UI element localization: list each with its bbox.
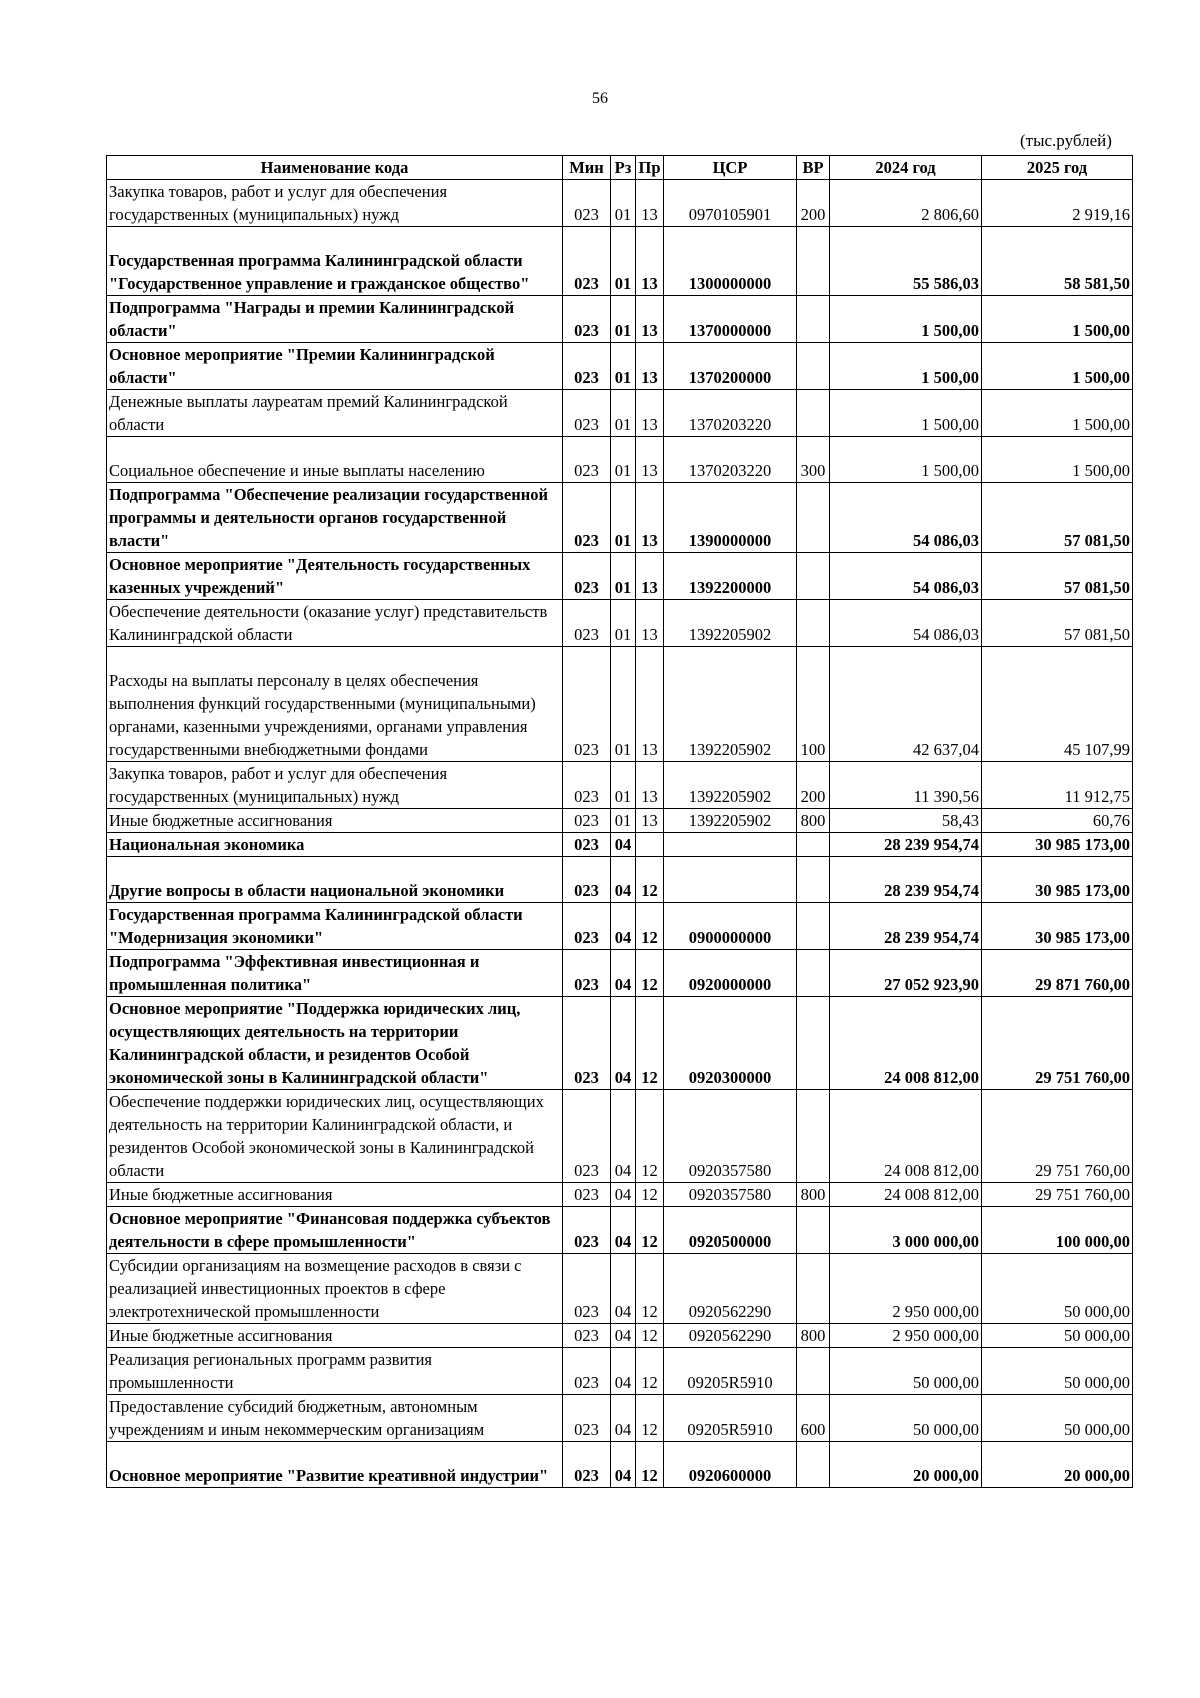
row-min: 023 bbox=[563, 647, 611, 762]
row-rz: 01 bbox=[611, 762, 636, 809]
row-csr: 0920300000 bbox=[664, 997, 797, 1090]
row-csr: 0920600000 bbox=[664, 1442, 797, 1488]
row-2024: 1 500,00 bbox=[830, 390, 982, 437]
row-pr: 12 bbox=[636, 1395, 664, 1442]
row-2024: 2 950 000,00 bbox=[830, 1324, 982, 1348]
row-2024: 55 586,03 bbox=[830, 227, 982, 296]
table-row bbox=[107, 600, 1133, 647]
table-row bbox=[107, 762, 1133, 809]
row-2024: 28 239 954,74 bbox=[830, 857, 982, 903]
row-min: 023 bbox=[563, 1183, 611, 1207]
table-row bbox=[107, 903, 1133, 950]
row-2025: 30 985 173,00 bbox=[982, 857, 1133, 903]
budget-table bbox=[106, 155, 1133, 1488]
row-rz: 04 bbox=[611, 950, 636, 997]
row-min: 023 bbox=[563, 762, 611, 809]
row-2025: 57 081,50 bbox=[982, 553, 1133, 600]
row-2025: 1 500,00 bbox=[982, 390, 1133, 437]
row-2024: 28 239 954,74 bbox=[830, 833, 982, 857]
row-name: Иные бюджетные ассигнования bbox=[107, 1183, 563, 1207]
row-2024: 27 052 923,90 bbox=[830, 950, 982, 997]
table-row bbox=[107, 857, 1133, 903]
row-2024: 1 500,00 bbox=[830, 343, 982, 390]
row-vr bbox=[797, 600, 830, 647]
row-pr: 13 bbox=[636, 809, 664, 833]
row-csr: 0920500000 bbox=[664, 1207, 797, 1254]
row-2024: 54 086,03 bbox=[830, 600, 982, 647]
table-row bbox=[107, 343, 1133, 390]
row-min: 023 bbox=[563, 600, 611, 647]
row-2025: 11 912,75 bbox=[982, 762, 1133, 809]
row-pr bbox=[636, 833, 664, 857]
row-2025: 29 871 760,00 bbox=[982, 950, 1133, 997]
row-pr: 13 bbox=[636, 647, 664, 762]
row-rz: 04 bbox=[611, 1442, 636, 1488]
row-min: 023 bbox=[563, 1207, 611, 1254]
row-vr: 800 bbox=[797, 809, 830, 833]
row-min: 023 bbox=[563, 343, 611, 390]
row-min: 023 bbox=[563, 950, 611, 997]
row-min: 023 bbox=[563, 1395, 611, 1442]
row-min: 023 bbox=[563, 390, 611, 437]
table-body bbox=[107, 180, 1133, 1488]
row-rz: 04 bbox=[611, 1254, 636, 1324]
row-2024: 50 000,00 bbox=[830, 1348, 982, 1395]
row-rz: 04 bbox=[611, 1090, 636, 1183]
row-vr bbox=[797, 833, 830, 857]
row-name: Обеспечение поддержки юридических лиц, осуществляющих деятельность на территории Калининградской области, и резидентов Особой экономической зоны в Калининградской области bbox=[107, 1090, 563, 1183]
row-pr: 12 bbox=[636, 1090, 664, 1183]
row-name: Иные бюджетные ассигнования bbox=[107, 809, 563, 833]
row-rz: 04 bbox=[611, 1183, 636, 1207]
header-2024: 2024 год bbox=[830, 156, 982, 180]
table-row bbox=[107, 180, 1133, 227]
row-2025: 50 000,00 bbox=[982, 1324, 1133, 1348]
table-row bbox=[107, 1183, 1133, 1207]
row-csr bbox=[664, 857, 797, 903]
row-rz: 01 bbox=[611, 809, 636, 833]
row-vr bbox=[797, 343, 830, 390]
row-csr: 09205R5910 bbox=[664, 1395, 797, 1442]
row-2025: 100 000,00 bbox=[982, 1207, 1133, 1254]
row-pr: 12 bbox=[636, 1324, 664, 1348]
header-name: Наименование кода bbox=[107, 156, 563, 180]
row-vr: 800 bbox=[797, 1183, 830, 1207]
row-csr: 09205R5910 bbox=[664, 1348, 797, 1395]
row-csr: 0900000000 bbox=[664, 903, 797, 950]
row-min: 023 bbox=[563, 903, 611, 950]
row-vr bbox=[797, 1207, 830, 1254]
row-csr: 1370203220 bbox=[664, 437, 797, 483]
table-row bbox=[107, 1254, 1133, 1324]
row-name: Подпрограмма "Эффективная инвестиционная и промышленная политика" bbox=[107, 950, 563, 997]
row-2025: 20 000,00 bbox=[982, 1442, 1133, 1488]
row-vr bbox=[797, 296, 830, 343]
row-2024: 1 500,00 bbox=[830, 437, 982, 483]
header-csr: ЦСР bbox=[664, 156, 797, 180]
row-vr bbox=[797, 1348, 830, 1395]
row-vr: 300 bbox=[797, 437, 830, 483]
row-min: 023 bbox=[563, 227, 611, 296]
row-csr: 1300000000 bbox=[664, 227, 797, 296]
row-2025: 50 000,00 bbox=[982, 1254, 1133, 1324]
row-2025: 1 500,00 bbox=[982, 437, 1133, 483]
row-rz: 01 bbox=[611, 180, 636, 227]
row-rz: 04 bbox=[611, 1324, 636, 1348]
table-row bbox=[107, 997, 1133, 1090]
row-pr: 12 bbox=[636, 1183, 664, 1207]
row-2025: 50 000,00 bbox=[982, 1348, 1133, 1395]
row-min: 023 bbox=[563, 809, 611, 833]
row-name: Государственная программа Калининградской области "Модернизация экономики" bbox=[107, 903, 563, 950]
row-rz: 01 bbox=[611, 600, 636, 647]
row-csr: 1390000000 bbox=[664, 483, 797, 553]
row-pr: 13 bbox=[636, 762, 664, 809]
table-row bbox=[107, 950, 1133, 997]
row-rz: 04 bbox=[611, 1395, 636, 1442]
row-rz: 04 bbox=[611, 1207, 636, 1254]
row-rz: 04 bbox=[611, 1348, 636, 1395]
row-name: Денежные выплаты лауреатам премий Калининградской области bbox=[107, 390, 563, 437]
row-2024: 2 806,60 bbox=[830, 180, 982, 227]
row-rz: 01 bbox=[611, 296, 636, 343]
row-min: 023 bbox=[563, 296, 611, 343]
row-name: Закупка товаров, работ и услуг для обеспечения государственных (муниципальных) нужд bbox=[107, 762, 563, 809]
row-pr: 13 bbox=[636, 600, 664, 647]
row-rz: 01 bbox=[611, 227, 636, 296]
row-vr bbox=[797, 1254, 830, 1324]
row-pr: 12 bbox=[636, 950, 664, 997]
row-csr: 1392205902 bbox=[664, 809, 797, 833]
row-2024: 20 000,00 bbox=[830, 1442, 982, 1488]
page-number: 56 bbox=[592, 90, 608, 107]
row-2024: 42 637,04 bbox=[830, 647, 982, 762]
row-name: Расходы на выплаты персоналу в целях обеспечения выполнения функций государственными (муниципальными) органами, казенными учреждениями, органами управления государственными внебюджетными фондами bbox=[107, 647, 563, 762]
row-pr: 12 bbox=[636, 1254, 664, 1324]
row-name: Основное мероприятие "Финансовая поддержка субъектов деятельности в сфере промышленности" bbox=[107, 1207, 563, 1254]
row-2024: 58,43 bbox=[830, 809, 982, 833]
row-2024: 24 008 812,00 bbox=[830, 1183, 982, 1207]
row-vr bbox=[797, 857, 830, 903]
row-rz: 01 bbox=[611, 483, 636, 553]
row-csr: 0920357580 bbox=[664, 1183, 797, 1207]
row-2024: 24 008 812,00 bbox=[830, 997, 982, 1090]
row-min: 023 bbox=[563, 1090, 611, 1183]
row-2025: 30 985 173,00 bbox=[982, 903, 1133, 950]
row-pr: 12 bbox=[636, 1348, 664, 1395]
row-pr: 13 bbox=[636, 390, 664, 437]
row-vr bbox=[797, 390, 830, 437]
header-rz: Рз bbox=[611, 156, 636, 180]
row-vr: 200 bbox=[797, 180, 830, 227]
row-pr: 12 bbox=[636, 1207, 664, 1254]
row-2025: 29 751 760,00 bbox=[982, 1090, 1133, 1183]
row-vr: 600 bbox=[797, 1395, 830, 1442]
row-csr: 1370200000 bbox=[664, 343, 797, 390]
row-csr bbox=[664, 833, 797, 857]
row-csr: 0920562290 bbox=[664, 1254, 797, 1324]
row-min: 023 bbox=[563, 833, 611, 857]
row-name: Подпрограмма "Награды и премии Калининградской области" bbox=[107, 296, 563, 343]
row-min: 023 bbox=[563, 997, 611, 1090]
row-2024: 54 086,03 bbox=[830, 483, 982, 553]
row-name: Реализация региональных программ развития промышленности bbox=[107, 1348, 563, 1395]
row-2025: 1 500,00 bbox=[982, 296, 1133, 343]
row-vr bbox=[797, 1090, 830, 1183]
row-name: Закупка товаров, работ и услуг для обеспечения государственных (муниципальных) нужд bbox=[107, 180, 563, 227]
table-row bbox=[107, 1395, 1133, 1442]
row-vr: 100 bbox=[797, 647, 830, 762]
row-name: Предоставление субсидий бюджетным, автономным учреждениям и иным некоммерческим организациям bbox=[107, 1395, 563, 1442]
table-row bbox=[107, 647, 1133, 762]
row-csr: 1392205902 bbox=[664, 647, 797, 762]
row-min: 023 bbox=[563, 483, 611, 553]
table-row bbox=[107, 227, 1133, 296]
table-row bbox=[107, 1442, 1133, 1488]
row-min: 023 bbox=[563, 553, 611, 600]
row-pr: 13 bbox=[636, 227, 664, 296]
row-pr: 12 bbox=[636, 903, 664, 950]
header-pr: Пр bbox=[636, 156, 664, 180]
row-2024: 24 008 812,00 bbox=[830, 1090, 982, 1183]
row-2025: 60,76 bbox=[982, 809, 1133, 833]
row-name: Основное мероприятие "Развитие креативной индустрии" bbox=[107, 1442, 563, 1488]
header-vr: ВР bbox=[797, 156, 830, 180]
row-2024: 28 239 954,74 bbox=[830, 903, 982, 950]
row-pr: 13 bbox=[636, 553, 664, 600]
row-2024: 2 950 000,00 bbox=[830, 1254, 982, 1324]
units-label: (тыс.рублей) bbox=[1020, 131, 1112, 150]
row-rz: 04 bbox=[611, 997, 636, 1090]
row-2025: 30 985 173,00 bbox=[982, 833, 1133, 857]
row-vr bbox=[797, 553, 830, 600]
table-row bbox=[107, 833, 1133, 857]
row-pr: 12 bbox=[636, 1442, 664, 1488]
row-rz: 04 bbox=[611, 833, 636, 857]
row-min: 023 bbox=[563, 1324, 611, 1348]
row-min: 023 bbox=[563, 1254, 611, 1324]
row-vr bbox=[797, 997, 830, 1090]
row-vr bbox=[797, 483, 830, 553]
row-2025: 1 500,00 bbox=[982, 343, 1133, 390]
row-name: Государственная программа Калининградской области "Государственное управление и гражданское общество" bbox=[107, 227, 563, 296]
row-min: 023 bbox=[563, 857, 611, 903]
row-vr: 200 bbox=[797, 762, 830, 809]
row-name: Другие вопросы в области национальной экономики bbox=[107, 857, 563, 903]
row-rz: 04 bbox=[611, 903, 636, 950]
header-2025: 2025 год bbox=[982, 156, 1133, 180]
row-2025: 58 581,50 bbox=[982, 227, 1133, 296]
row-min: 023 bbox=[563, 180, 611, 227]
row-name: Обеспечение деятельности (оказание услуг) представительств Калининградской области bbox=[107, 600, 563, 647]
row-csr: 0920357580 bbox=[664, 1090, 797, 1183]
row-min: 023 bbox=[563, 1348, 611, 1395]
table-row bbox=[107, 437, 1133, 483]
row-csr: 0920000000 bbox=[664, 950, 797, 997]
row-csr: 1392205902 bbox=[664, 762, 797, 809]
row-2025: 50 000,00 bbox=[982, 1395, 1133, 1442]
row-name: Иные бюджетные ассигнования bbox=[107, 1324, 563, 1348]
table-row bbox=[107, 1090, 1133, 1183]
row-name: Подпрограмма "Обеспечение реализации государственной программы и деятельности органов государственной власти" bbox=[107, 483, 563, 553]
row-pr: 13 bbox=[636, 180, 664, 227]
table-row bbox=[107, 296, 1133, 343]
header-min: Мин bbox=[563, 156, 611, 180]
row-2024: 3 000 000,00 bbox=[830, 1207, 982, 1254]
row-2025: 29 751 760,00 bbox=[982, 997, 1133, 1090]
table-row bbox=[107, 809, 1133, 833]
row-min: 023 bbox=[563, 1442, 611, 1488]
row-min: 023 bbox=[563, 437, 611, 483]
row-csr: 1370203220 bbox=[664, 390, 797, 437]
table-header-row bbox=[107, 156, 1133, 180]
row-2025: 2 919,16 bbox=[982, 180, 1133, 227]
row-name: Основное мероприятие "Поддержка юридических лиц, осуществляющих деятельность на территории Калининградской области, и резидентов Особой экономической зоны в Калининградской области" bbox=[107, 997, 563, 1090]
row-pr: 12 bbox=[636, 997, 664, 1090]
row-2024: 1 500,00 bbox=[830, 296, 982, 343]
row-rz: 01 bbox=[611, 390, 636, 437]
row-pr: 13 bbox=[636, 437, 664, 483]
row-csr: 1392200000 bbox=[664, 553, 797, 600]
row-2024: 54 086,03 bbox=[830, 553, 982, 600]
row-pr: 13 bbox=[636, 343, 664, 390]
row-rz: 01 bbox=[611, 437, 636, 483]
row-rz: 01 bbox=[611, 343, 636, 390]
row-pr: 13 bbox=[636, 483, 664, 553]
table-row bbox=[107, 483, 1133, 553]
table-row bbox=[107, 390, 1133, 437]
row-name: Основное мероприятие "Деятельность государственных казенных учреждений" bbox=[107, 553, 563, 600]
row-vr bbox=[797, 227, 830, 296]
table-row bbox=[107, 553, 1133, 600]
row-vr bbox=[797, 903, 830, 950]
row-vr: 800 bbox=[797, 1324, 830, 1348]
row-pr: 13 bbox=[636, 296, 664, 343]
row-name: Основное мероприятие "Премии Калининградской области" bbox=[107, 343, 563, 390]
table-row bbox=[107, 1324, 1133, 1348]
row-2025: 57 081,50 bbox=[982, 600, 1133, 647]
row-rz: 01 bbox=[611, 553, 636, 600]
row-vr bbox=[797, 1442, 830, 1488]
row-2024: 11 390,56 bbox=[830, 762, 982, 809]
row-csr: 1370000000 bbox=[664, 296, 797, 343]
row-2025: 29 751 760,00 bbox=[982, 1183, 1133, 1207]
row-2025: 45 107,99 bbox=[982, 647, 1133, 762]
row-csr: 0920562290 bbox=[664, 1324, 797, 1348]
row-csr: 1392205902 bbox=[664, 600, 797, 647]
row-name: Социальное обеспечение и иные выплаты населению bbox=[107, 437, 563, 483]
table-row bbox=[107, 1207, 1133, 1254]
row-pr: 12 bbox=[636, 857, 664, 903]
row-2025: 57 081,50 bbox=[982, 483, 1133, 553]
row-name: Субсидии организациям на возмещение расходов в связи с реализацией инвестиционных проектов в сфере электротехнической промышленности bbox=[107, 1254, 563, 1324]
row-name: Национальная экономика bbox=[107, 833, 563, 857]
row-2024: 50 000,00 bbox=[830, 1395, 982, 1442]
table-row bbox=[107, 1348, 1133, 1395]
row-vr bbox=[797, 950, 830, 997]
row-csr: 0970105901 bbox=[664, 180, 797, 227]
row-rz: 01 bbox=[611, 647, 636, 762]
row-rz: 04 bbox=[611, 857, 636, 903]
